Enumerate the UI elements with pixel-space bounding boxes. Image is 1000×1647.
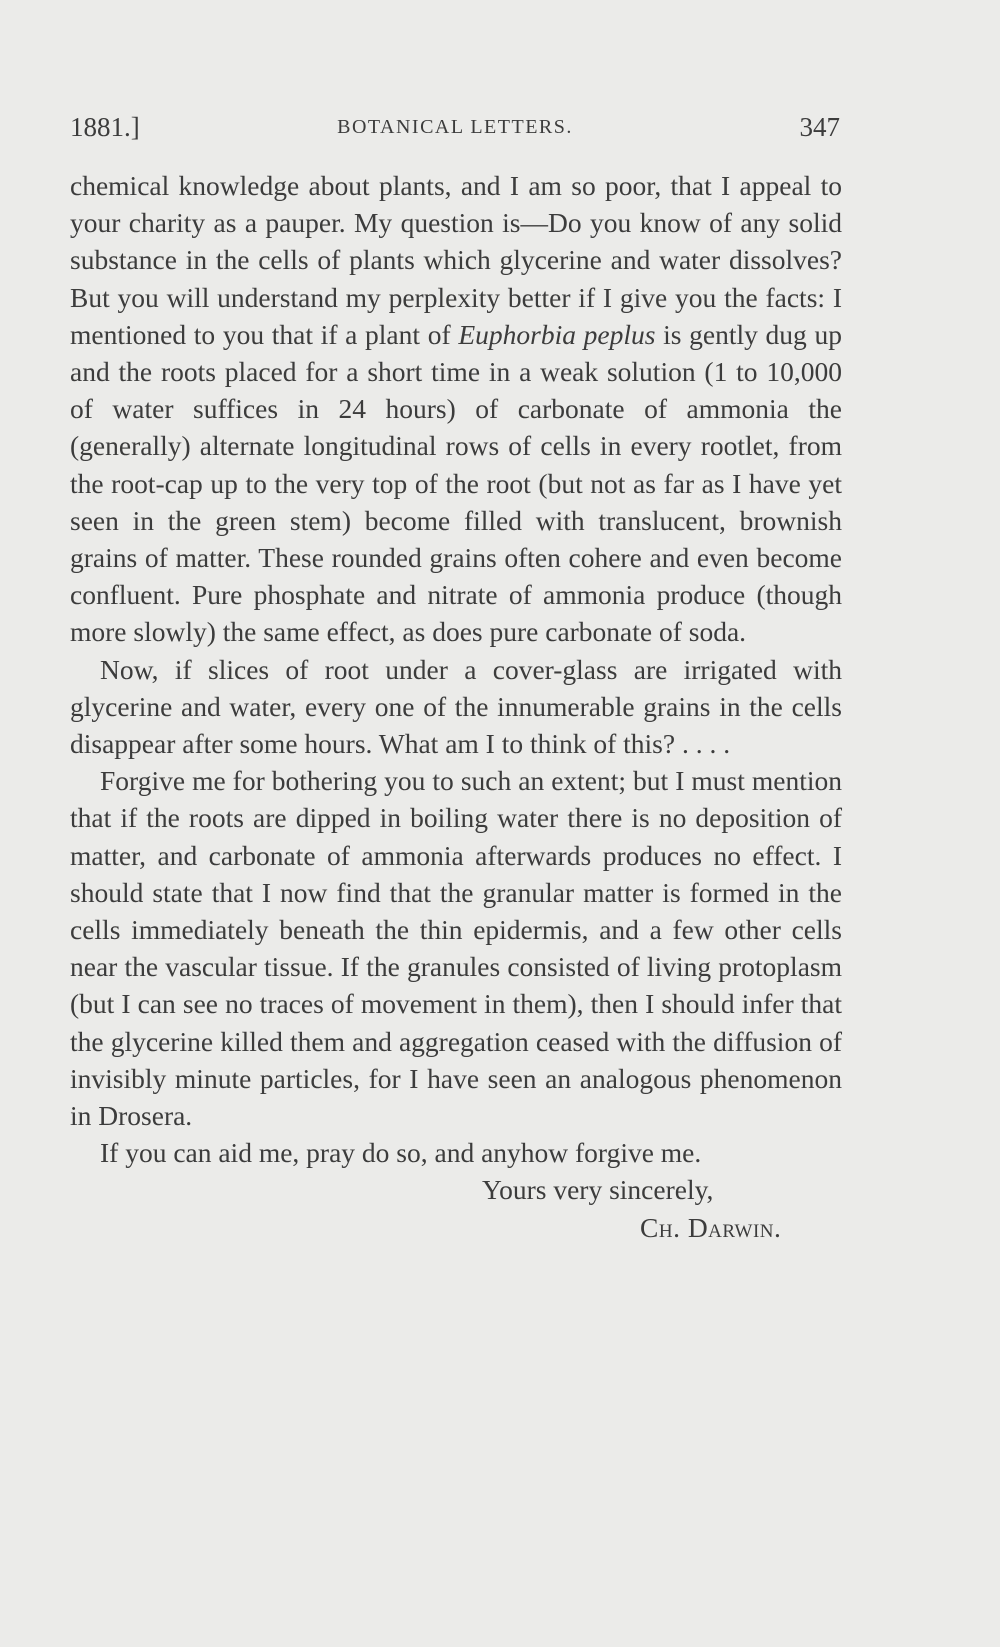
paragraph-3: Forgive me for bothering you to such an extent; but I must mention that if the roots are dipped in boiling water there is no deposition of matter, and carbonate of ammonia afterwards produces no effect. I should state that I now find that the granular matter is formed in the cells immediately beneath the thin epidermis, and a few other cells near the vascular tissue. If the granules consisted of living protoplasm (but I can see no traces of movement in them), then I should infer that the glycerine killed them and aggregation ceased with the diffusion of invisibly minute particles, for I have seen an analogous phenomenon in Drosera. (70, 765, 842, 1132)
letter-body (70, 167, 842, 1246)
page-number: 347 (799, 112, 840, 142)
paragraph-2: Now, if slices of root under a cover-glass are irrigated with glycerine and water, every one of the innumerable grains in the cells disappear after some hours. What am I to think of this? . . . . (70, 653, 842, 760)
header-running-title: BOTANICAL LETTERS. (337, 116, 573, 138)
signature: Ch. Darwin. (640, 1211, 782, 1243)
species-name: Euphorbia peplus (458, 318, 656, 350)
signoff: Yours very sincerely, (482, 1174, 714, 1206)
header-year: 1881.] (70, 112, 140, 142)
closing-line: If you can aid me, pray do so, and anyhow forgive me. (100, 1137, 702, 1169)
paragraph-1: chemical knowledge about plants, and I am so poor, that I appeal to your charity as a pauper. My question is—Do you know of any solid substance in the cells of plants which glycerine and water dissolves? But you will understand my perplexity better if I give you the facts: I mentioned to you that if a plant of Euphorbia peplus is gently dug up and the roots placed for a short time in a weak solution (1 to 10,000 of water suffices in 24 hours) of carbonate of ammonia the (generally) alternate longitudinal rows of cells in every rootlet, from the root-cap up to the very top of the root (but not as far as I have yet seen in the green stem) become filled with translucent, brownish grains of matter. These rounded grains often cohere and even become confluent. Pure phosphate and nitrate of ammonia produce (though more slowly) the same effect, as does pure carbonate of soda. (70, 170, 842, 648)
running-header (70, 112, 840, 152)
